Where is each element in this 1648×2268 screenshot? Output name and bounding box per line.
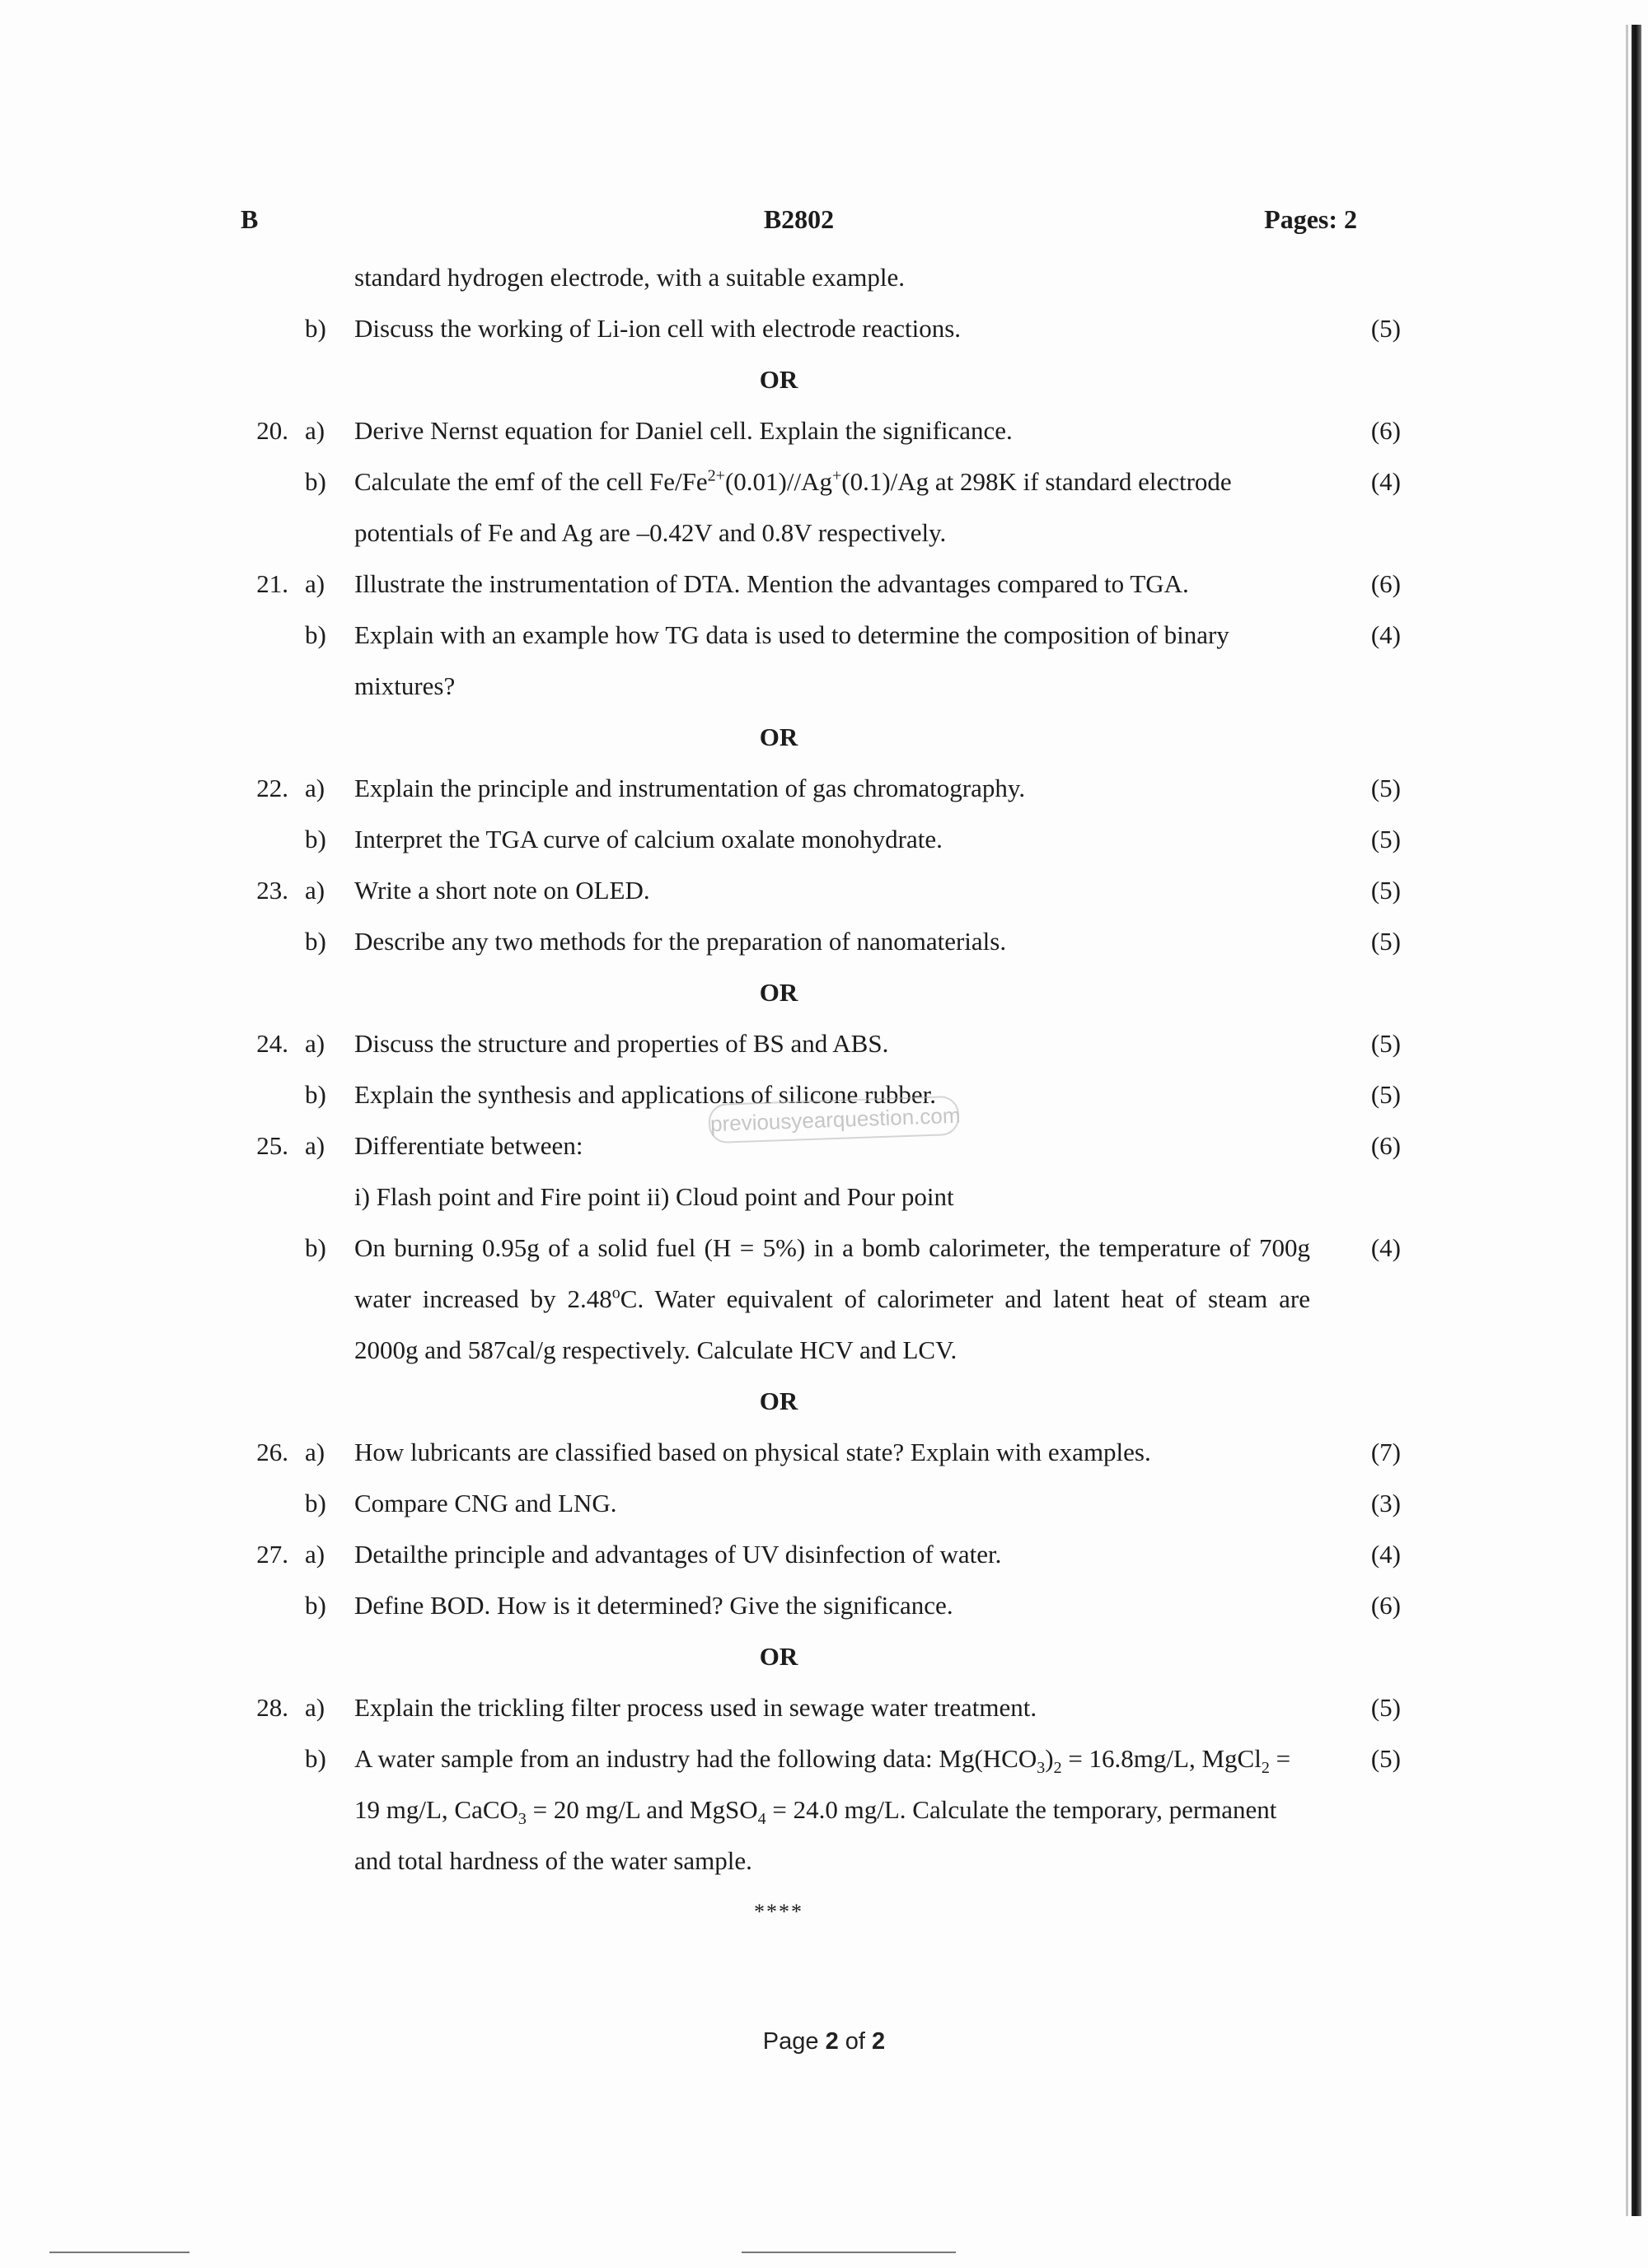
question-20b: b) Calculate the emf of the cell $Fe/Fe^{2+}(0.01)//Ag^+(0.1)/Ag$ at 298K if standard electrode potentials of Fe and Ag are –0.42V and 0.8V respectively. (4) <box>231 456 1401 559</box>
question-24a: 24. a) Discuss the structure and properties of BS and ABS. (5) <box>231 1018 1401 1069</box>
question-26a: 26. a) How lubricants are classified based on physical state? Explain with examples. (7) <box>231 1427 1401 1478</box>
marks: (4) <box>1370 1540 1401 1569</box>
scan-edge-shadow <box>1632 25 1641 2216</box>
question-25a: 25. a) Differentiate between: (6) <box>231 1120 1401 1171</box>
or-separator: OR <box>759 1387 798 1415</box>
question-25b: b) On burning 0.95g of a solid fuel (H = 5%) in a bomb calorimeter, the temperature of 700g water increased by 2.48$^o$C. Water equivalent of calorimeter and latent heat of steam are 2000g and 587cal/g respectively. Calculate HCV and LCV. (4) <box>231 1223 1401 1376</box>
marks: (5) <box>1370 1693 1401 1722</box>
marks: (5) <box>1370 1080 1401 1109</box>
marks: (6) <box>1370 569 1401 598</box>
question-24b: b) Explain the synthesis and applications of silicone rubber. (5) <box>231 1069 1401 1120</box>
page-header <box>241 204 1357 241</box>
question-26b: b) Compare CNG and LNG. (3) <box>231 1478 1401 1529</box>
question-number: 21. <box>256 569 288 598</box>
question-number: 22. <box>256 774 288 802</box>
scan-edge-line <box>1626 25 1628 2216</box>
question-27a: 27. a) Detailthe principle and advantages of UV disinfection of water. (4) <box>231 1529 1401 1580</box>
question-21a: 21. a) Illustrate the instrumentation of DTA. Mention the advantages compared to TGA. (6) <box>231 559 1401 610</box>
marks: (5) <box>1370 314 1401 343</box>
or-separator: OR <box>759 1642 798 1671</box>
marks: (6) <box>1370 1591 1401 1620</box>
question-28b: b) A water sample from an industry had the following data: $Mg(HCO_3)_2 = 16.8mg/L$, MgCl$_2$ = 19 mg/L, CaCO$_3$ = 20 mg/L and MgSO$_4$ = 24.0 mg/L. Calculate the temporary, permanent and total hardness of the water sample. (5) <box>231 1733 1401 1887</box>
marks: (5) <box>1370 1744 1401 1773</box>
question-23b: b) Describe any two methods for the preparation of nanomaterials. (5) <box>231 916 1401 967</box>
marks: (4) <box>1370 620 1401 649</box>
marks: (4) <box>1370 1233 1401 1262</box>
question-27b: b) Define BOD. How is it determined? Give the significance. (6) <box>231 1580 1401 1631</box>
marks: (5) <box>1370 774 1401 802</box>
marks: (7) <box>1370 1438 1401 1466</box>
marks: (5) <box>1370 825 1401 853</box>
question-number: 20. <box>256 416 288 445</box>
question-19b: b) Discuss the working of Li-ion cell with electrode reactions. (5) <box>231 303 1401 354</box>
scan-artifact <box>742 2252 956 2253</box>
marks: (4) <box>1370 467 1401 496</box>
question-number: 26. <box>256 1438 288 1466</box>
end-marker: **** <box>754 1900 803 1924</box>
marks: (3) <box>1370 1489 1401 1517</box>
paper-code: B2802 <box>763 204 835 234</box>
marks: (5) <box>1370 1029 1401 1058</box>
or-separator: OR <box>759 365 798 394</box>
or-separator: OR <box>759 722 798 751</box>
question-19-continuation: standard hydrogen electrode, with a suitable example. <box>354 263 905 292</box>
question-22b: b) Interpret the TGA curve of calcium oxalate monohydrate. (5) <box>231 814 1401 865</box>
marks: (6) <box>1370 1131 1401 1160</box>
question-number: 27. <box>256 1540 288 1569</box>
question-number: 23. <box>256 876 288 905</box>
question-number: 28. <box>256 1693 288 1722</box>
question-21b: b) Explain with an example how TG data is used to determine the composition of binary mixtures? (4) <box>231 610 1401 712</box>
question-25a-subparts: i) Flash point and Fire point ii) Cloud point and Pour point <box>354 1182 954 1211</box>
question-number: 25. <box>256 1131 288 1160</box>
marks: (5) <box>1370 876 1401 905</box>
scan-artifact <box>49 2252 190 2253</box>
marks: (6) <box>1370 416 1401 445</box>
question-list <box>231 252 1401 1938</box>
question-28a: 28. a) Explain the trickling filter process used in sewage water treatment. (5) <box>231 1682 1401 1733</box>
or-separator: OR <box>759 978 798 1007</box>
question-23a: 23. a) Write a short note on OLED. (5) <box>231 865 1401 916</box>
page-count: Pages: 2 <box>1264 204 1357 234</box>
marks: (5) <box>1370 927 1401 956</box>
watermark: previousyearquestion.com <box>708 1096 959 1144</box>
question-20a: 20. a) Derive Nernst equation for Daniel cell. Explain the significance. (6) <box>231 405 1401 456</box>
question-number: 24. <box>256 1029 288 1058</box>
page-footer: Page 2 of 2 <box>762 2028 886 2055</box>
question-22a: 22. a) Explain the principle and instrumentation of gas chromatography. (5) <box>231 763 1401 814</box>
set-label: B <box>241 204 259 234</box>
